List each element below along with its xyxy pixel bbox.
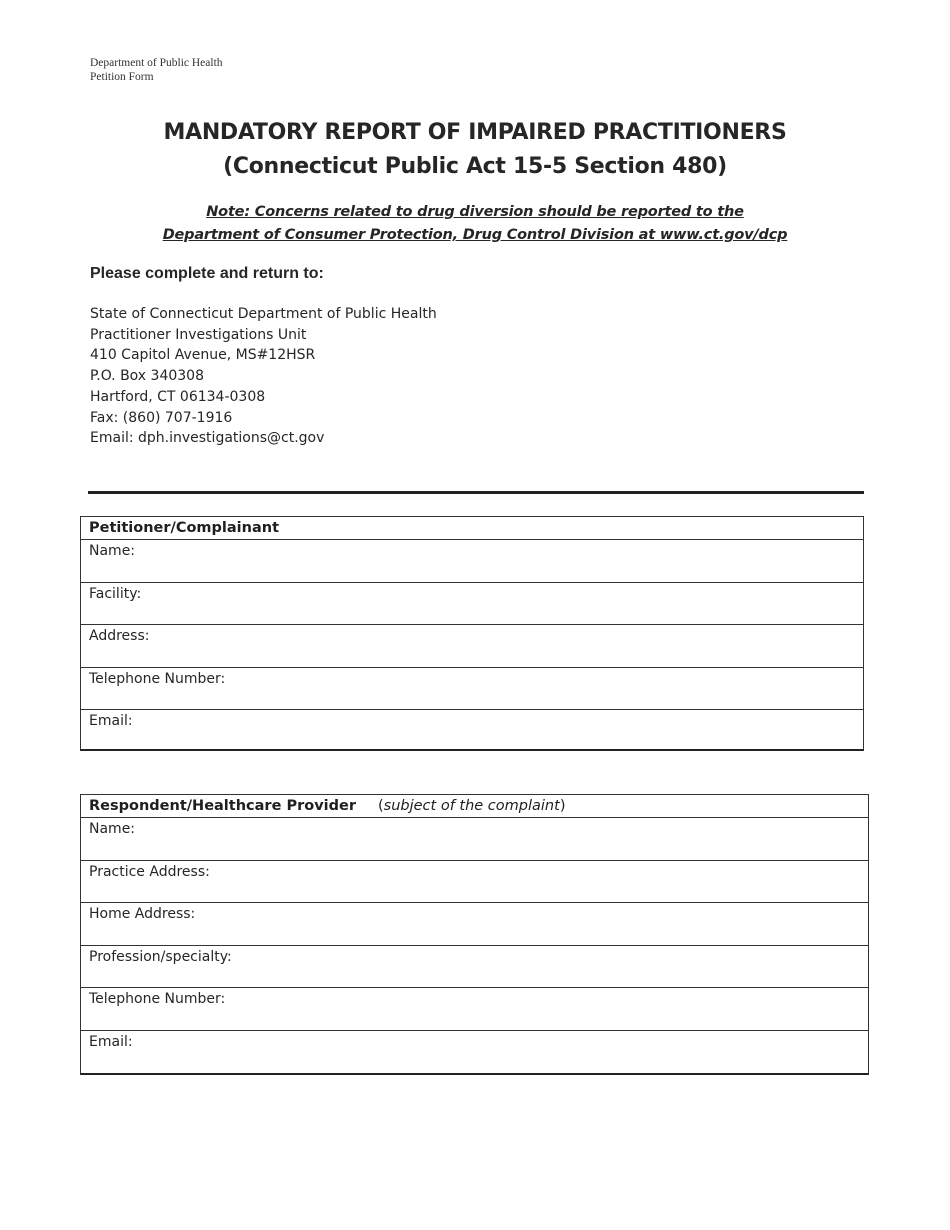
respondent-table	[80, 794, 869, 1075]
document-header	[90, 56, 223, 84]
respondent-profession-field[interactable]: Profession/specialty:	[81, 946, 868, 989]
title-line-2: (Connecticut Public Act 15-5 Section 480)	[223, 154, 727, 179]
title-line-1: MANDATORY REPORT OF IMPAIRED PRACTITIONERS	[163, 120, 787, 145]
address-line: State of Connecticut Department of Public Health	[90, 306, 437, 322]
respondent-name-field[interactable]: Name:	[81, 818, 868, 861]
email-line: Email: dph.investigations@ct.gov	[90, 430, 325, 447]
note-line-1: Note: Concerns related to drug diversion should be reported to the	[206, 204, 744, 220]
respondent-practice-address-field[interactable]: Practice Address:	[81, 861, 868, 904]
form-name: Petition Form	[90, 71, 154, 83]
note-line-2: Department of Consumer Protection, Drug Control Division at www.ct.gov/dcp	[162, 227, 788, 243]
address-line: Practitioner Investigations Unit	[90, 326, 307, 343]
return-to-heading: Please complete and return to:	[90, 265, 324, 282]
department-name: Department of Public Health	[90, 57, 223, 69]
petitioner-name-field[interactable]: Name:	[81, 540, 863, 583]
respondent-heading-row	[81, 795, 868, 818]
petitioner-facility-field[interactable]: Facility:	[81, 583, 863, 626]
respondent-home-address-field[interactable]: Home Address:	[81, 903, 868, 946]
document-title	[0, 116, 950, 184]
address-line: P.O. Box 340308	[90, 368, 204, 385]
respondent-telephone-field[interactable]: Telephone Number:	[81, 988, 868, 1031]
section-divider	[88, 491, 864, 494]
respondent-email-field[interactable]: Email:	[89, 1033, 133, 1050]
fax-line: Fax: (860) 707-1916	[90, 409, 233, 426]
petitioner-email-field[interactable]: Email:	[89, 713, 133, 729]
respondent-subheading: (subject of the complaint)	[377, 798, 566, 814]
address-line: 410 Capitol Avenue, MS#12HSR	[90, 347, 316, 364]
petitioner-heading: Petitioner/Complainant	[81, 517, 863, 540]
drug-diversion-note	[0, 201, 950, 247]
address-line: Hartford, CT 06134-0308	[90, 388, 266, 405]
respondent-heading: Respondent/Healthcare Provider	[89, 798, 356, 814]
petitioner-table	[80, 516, 864, 751]
petitioner-telephone-field[interactable]: Telephone Number:	[81, 668, 863, 711]
petitioner-address-field[interactable]: Address:	[81, 625, 863, 668]
return-address	[90, 304, 437, 449]
